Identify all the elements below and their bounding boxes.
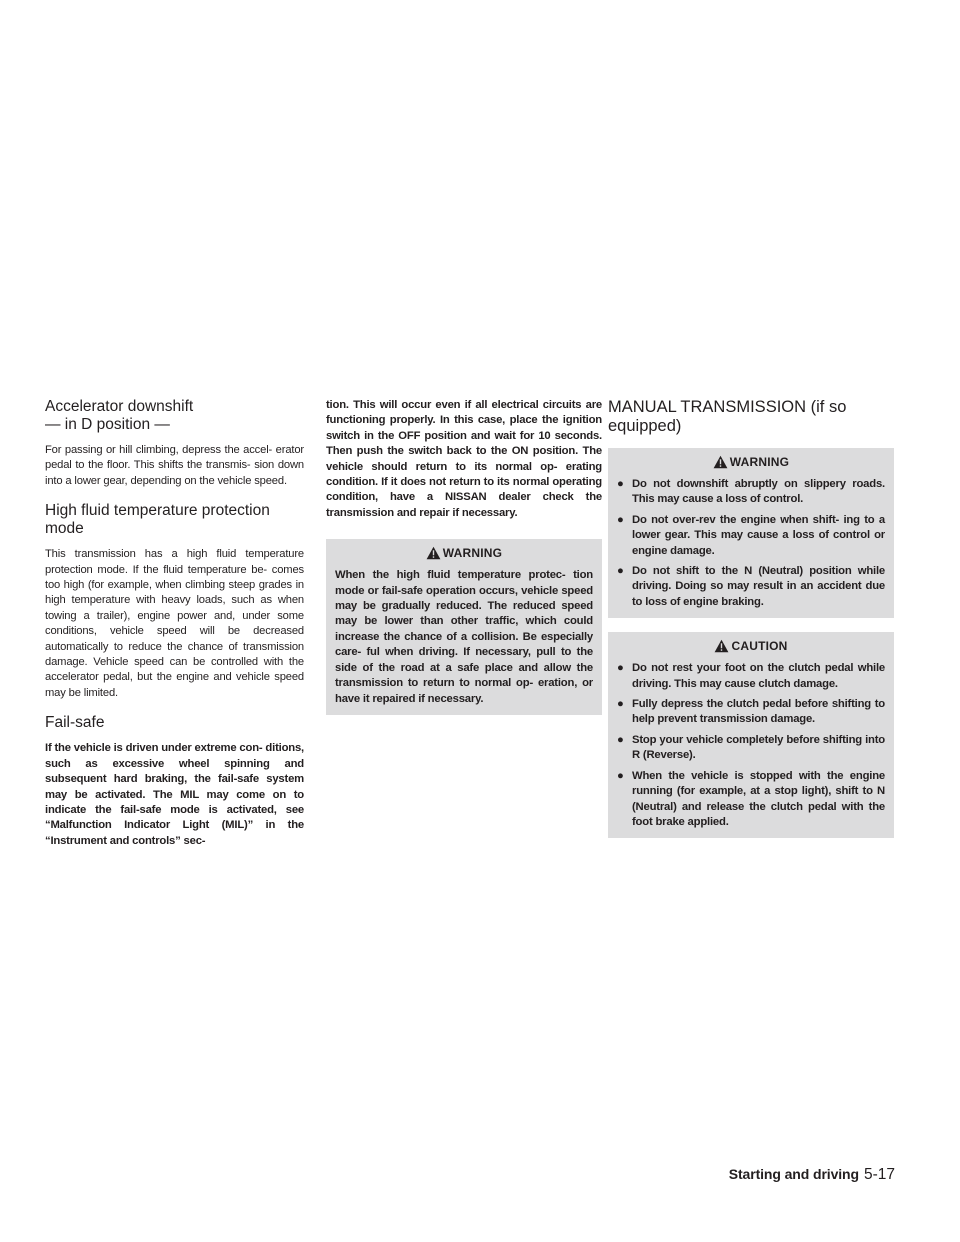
- heading-fail-safe: Fail-safe: [45, 714, 105, 732]
- footer-page-number: 5-17: [863, 1166, 895, 1183]
- heading-high-fluid-line1: High fluid temperature protection: [45, 502, 270, 520]
- warning-title: WARNING: [729, 455, 790, 469]
- caution-triangle-icon: [714, 639, 729, 653]
- caution-box-manual: [608, 632, 894, 838]
- bullet-icon: ●: [617, 478, 624, 490]
- warning-box-manual: [608, 448, 894, 618]
- heading-accelerator-downshift: [45, 398, 304, 434]
- heading-accelerator-line2: — in D position —: [45, 416, 170, 433]
- list-item: ● Fully depress the clutch pedal before shifting to help prevent transmission damage.: [617, 698, 885, 726]
- list-item: ● Do not over-rev the engine when shift- ing to a lower gear. This may cause a loss of control or engine damage.: [617, 513, 885, 557]
- bullet-icon: ●: [617, 769, 624, 782]
- caution-title: CAUTION: [731, 639, 788, 654]
- bullet-icon: ●: [617, 662, 624, 675]
- warning-list: [617, 477, 885, 610]
- bullet-icon: ●: [617, 565, 624, 578]
- heading-high-fluid-line2: mode: [45, 520, 84, 538]
- column-left: [45, 398, 304, 849]
- caution-header: [617, 638, 885, 654]
- warning-text-fluid-temp: When the high fluid temperature protec- tion mode or fail-safe operation occurs, vehicle speed may be gradually reduced. The reduced speed may be lower than other traffic, which could increase the chance of a collision. Be especially care- ful when driving. If necessary, pull to the side of the road at a safe place and allow the transmission to return to normal op- eration, or have it repaired if necessary.: [335, 569, 593, 705]
- warning-triangle-icon: [426, 546, 441, 560]
- paragraph-fail-safe-continued: tion. This will occur even if all electrical circuits are functioning properly. In this case, place the ignition switch in the OFF position and wait for 10 seconds. Then push the switch back to the ON position. The vehicle should return to its normal op- erating condition. If it does not return to its normal operating condition, have a NISSAN dealer check the transmission and repair if necessary.: [326, 399, 602, 519]
- warning-header: [617, 454, 885, 470]
- bullet-icon: ●: [617, 698, 624, 711]
- heading-manual-line2: equipped): [608, 417, 682, 435]
- heading-manual-line1: MANUAL TRANSMISSION (if so: [608, 398, 847, 416]
- list-item: ● When the vehicle is stopped with the engine running (for example, at a stop light), shift to N (Neutral) and release the clutch pedal with the foot brake applied.: [617, 769, 885, 828]
- caution-list: [617, 661, 885, 830]
- warning-triangle-icon: [713, 455, 728, 469]
- paragraph-accelerator: For passing or hill climbing, depress the accel- erator pedal to the floor. This shifts the transmis- sion down into a lower gear, depending on the vehicle speed.: [45, 444, 304, 487]
- heading-accelerator-line1: Accelerator downshift: [45, 398, 194, 415]
- bullet-icon: ●: [617, 733, 624, 746]
- warning-title: WARNING: [442, 546, 503, 561]
- footer-section-title: Starting and driving: [728, 1166, 859, 1182]
- page-footer: [720, 1166, 895, 1184]
- paragraph-high-fluid-temp: This transmission has a high fluid temperature protection mode. If the fluid temperature be- comes too high (for example, when climbing steep grades in high temperature with heavy loads, such as when towing a trailer), engine power and, under some conditions, vehicle speed will be decreased automatically to reduce the chance of transmission damage. Vehicle speed can be controlled with the accelerator pedal, but the engine and vehicle speed may be limited.: [45, 548, 304, 699]
- list-item: ● Do not shift to the N (Neutral) position while driving. Doing so may result in an accident due to loss of engine braking.: [617, 565, 885, 608]
- warning-header: [335, 545, 593, 561]
- list-item: ● Do not downshift abruptly on slippery roads. This may cause a loss of control.: [617, 478, 885, 506]
- column-middle: [326, 398, 602, 715]
- warning-box-fluid-temp: [326, 539, 602, 715]
- heading-manual-transmission: [608, 398, 894, 436]
- list-item: ● Do not rest your foot on the clutch pedal while driving. This may cause clutch damage.: [617, 662, 885, 690]
- heading-high-fluid-temp: [45, 502, 304, 538]
- bullet-icon: ●: [617, 513, 624, 526]
- paragraph-fail-safe: If the vehicle is driven under extreme con- ditions, such as excessive wheel spinning and subsequent hard braking, the fail-safe system may be activated. The MIL may come on to indicate the fail-safe mode is activated, see “Malfunction Indicator Light (MIL)” in the “Instrument and controls” sec-: [45, 742, 304, 847]
- column-right: [608, 398, 894, 838]
- list-item: ● Stop your vehicle completely before shifting into R (Reverse).: [617, 733, 885, 762]
